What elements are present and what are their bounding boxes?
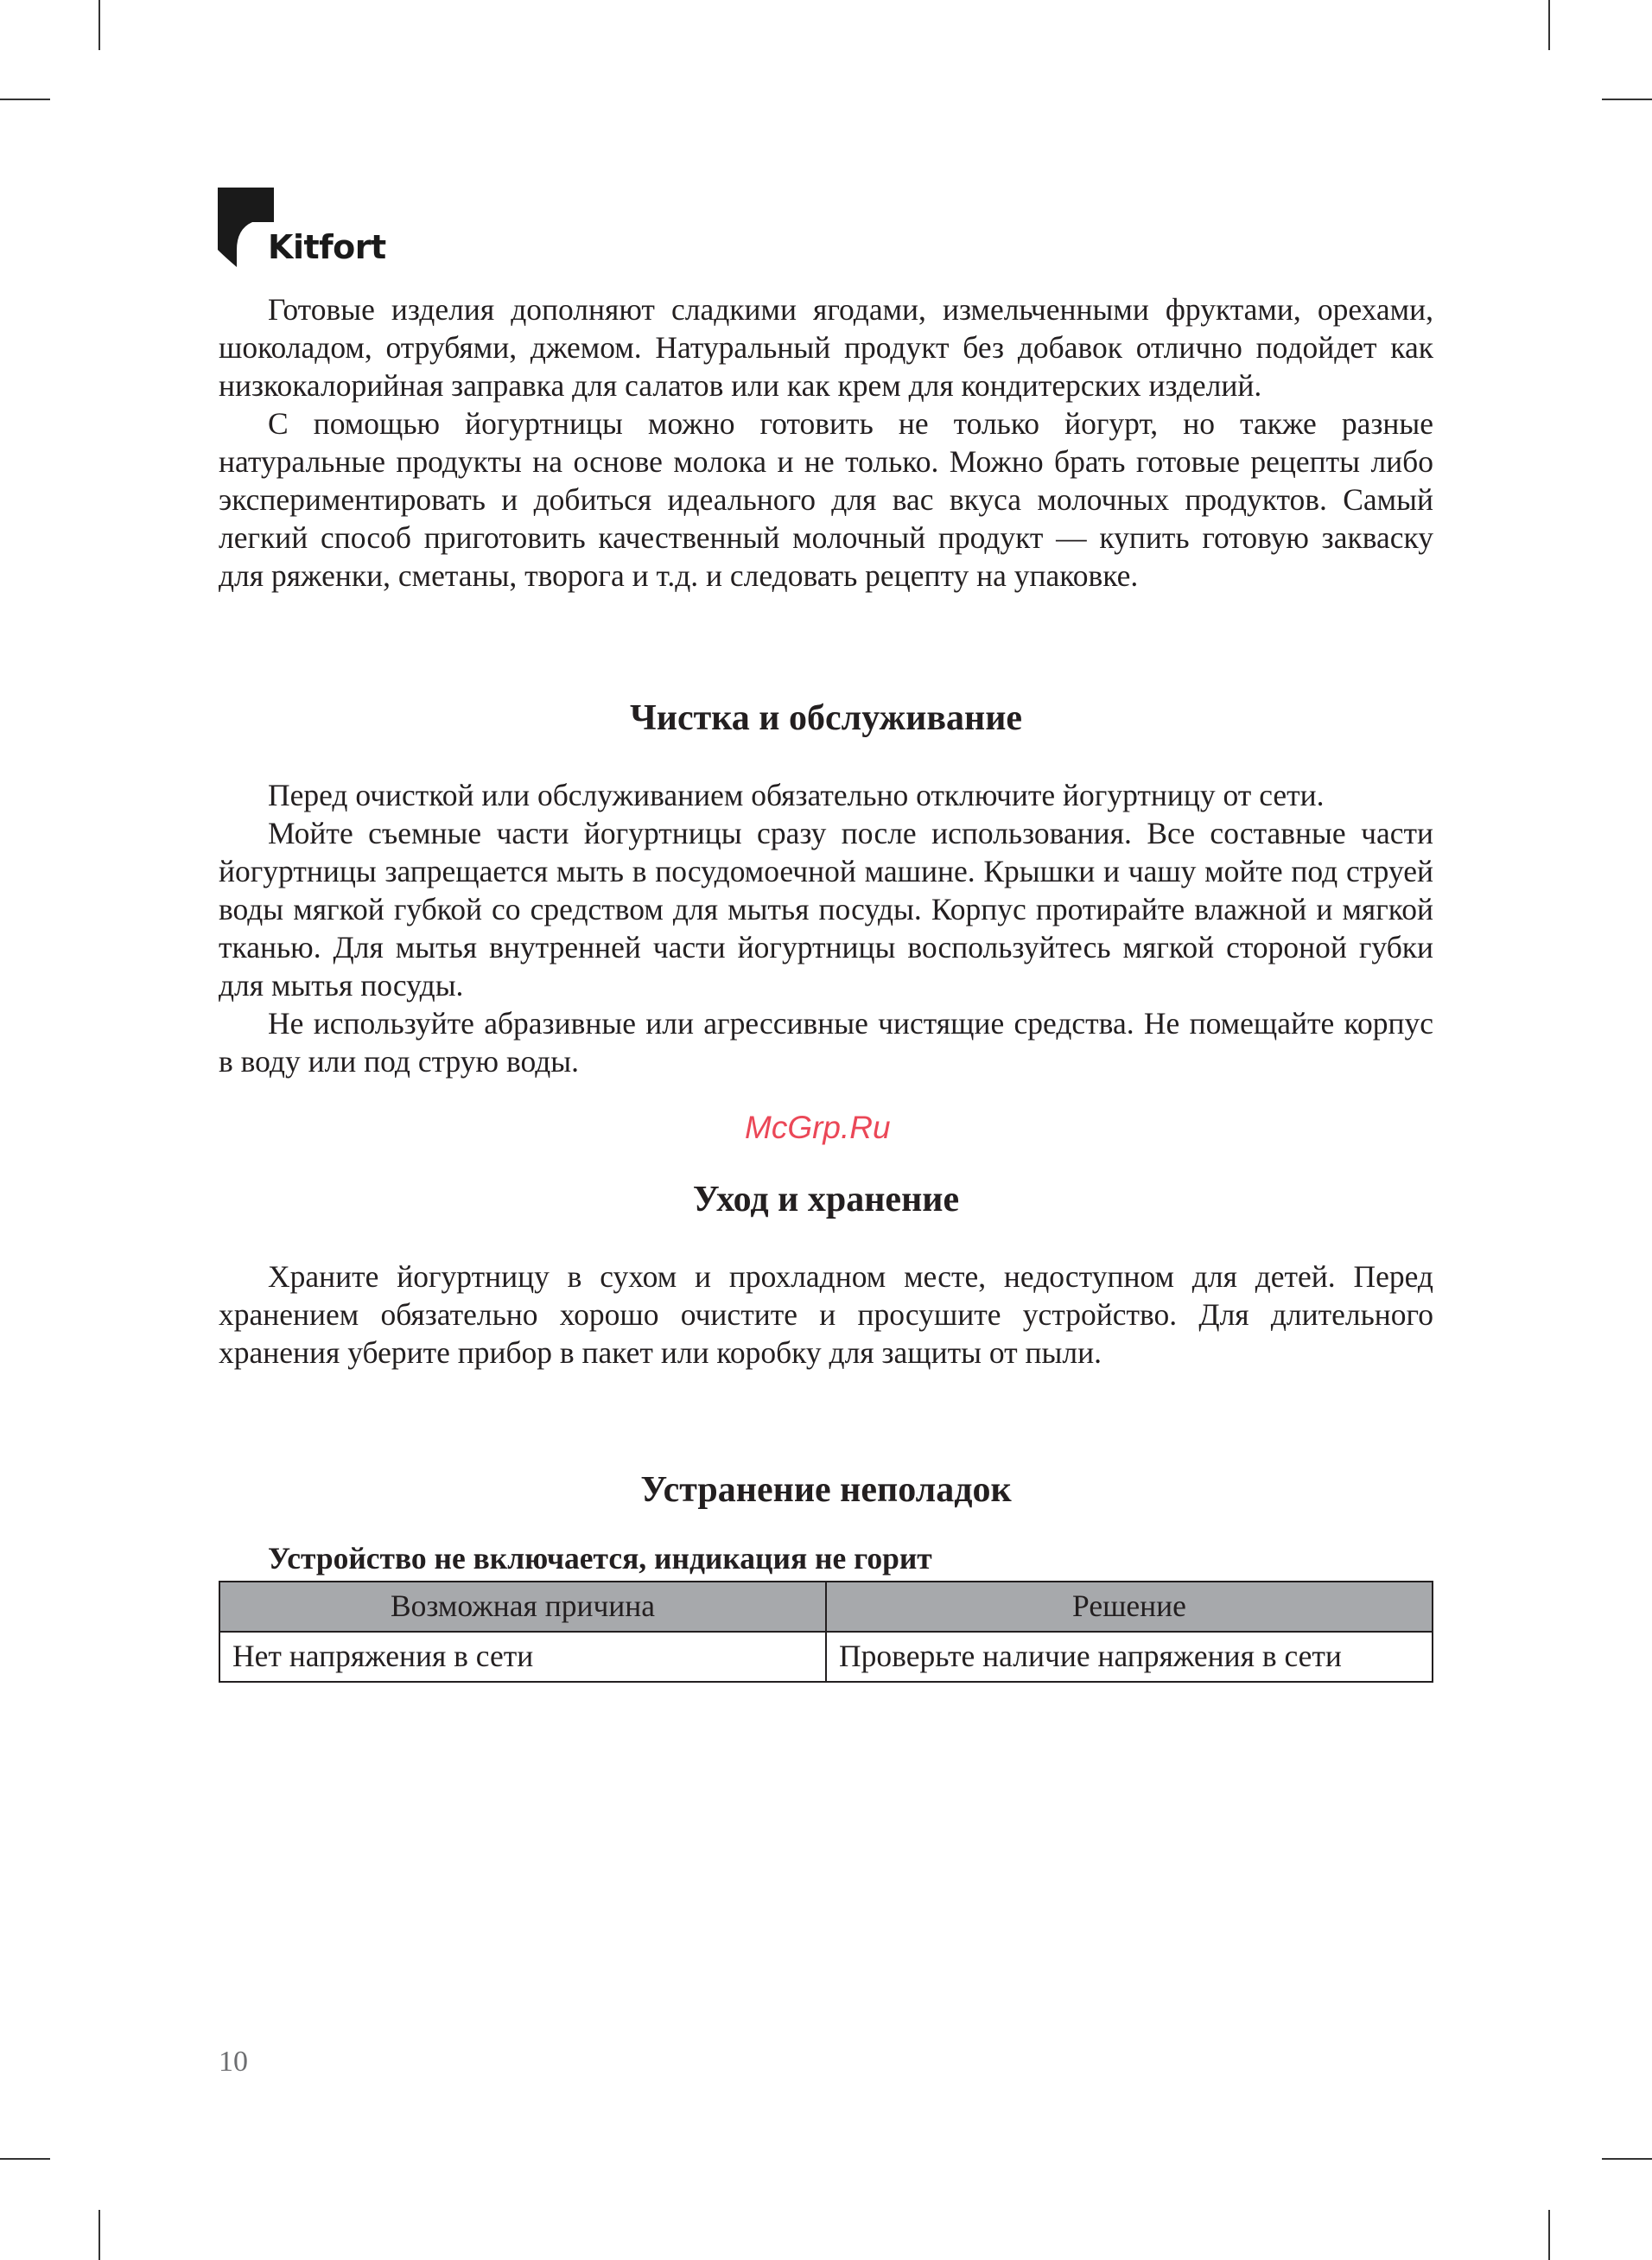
crop-mark [98, 0, 100, 50]
crop-mark [1548, 2210, 1550, 2260]
table-row [219, 1632, 1433, 1682]
cause-cell: Нет напряжения в сети [219, 1632, 826, 1682]
cleaning-paragraph: Мойте съемные части йогуртницы сразу после использования. Все составные части йогуртницы запрещается мыть в посудомоечной машине. Крышки и чашу мойте под струей воды мягкой губкой со средством для мытья посуды. Корпус протирайте влажной и мягкой тканью. Для мытья внутренней части йогуртницы воспользуйтесь мягкой стороной губки для мытья посуды. [219, 816, 1433, 1003]
crop-mark [1548, 0, 1550, 50]
storage-title: Уход и хранение [692, 1180, 960, 1219]
cleaning-body [219, 776, 1433, 1080]
crop-mark [0, 99, 50, 100]
troubleshooting-title: Устранение неполадок [640, 1470, 1012, 1510]
cleaning-paragraph: Не используйте абразивные или агрессивные чистящие средства. Не помещайте корпус в воду или под струю воды. [219, 1006, 1433, 1079]
crop-mark [1602, 2158, 1652, 2160]
troubleshooting-subtitle: Устройство не включается, индикация не горит [268, 1541, 932, 1576]
troubleshooting-table [219, 1581, 1433, 1683]
intro-paragraph: С помощью йогуртницы можно готовить не только йогурт, но также разные натуральные продукты на основе молока и не только. Можно брать готовые рецепты либо экспериментировать и добиться идеального для вас вкуса молочных продуктов. Самый легкий способ приготовить качественный молочный продукт — купить готовую закваску для ряженки, сметаны, творога и т.д. и следовать рецепту на упаковке. [219, 406, 1433, 593]
page-number: 10 [219, 2046, 248, 2078]
kitfort-logo [218, 188, 391, 274]
cleaning-paragraph: Перед очисткой или обслуживанием обязательно отключите йогуртницу от сети. [268, 778, 1325, 812]
brand-name: Kitfort [268, 228, 386, 266]
crop-mark [98, 2210, 100, 2260]
crop-mark [1602, 99, 1652, 100]
watermark: McGrp.Ru [745, 1110, 891, 1145]
table-header-row [219, 1582, 1433, 1632]
column-header-cause: Возможная причина [219, 1582, 826, 1632]
crop-mark [0, 2158, 50, 2160]
intro-paragraph: Готовые изделия дополняют сладкими ягодами, измельченными фруктами, орехами, шоколадом, отрубями, джемом. Натуральный продукт без добавок отлично подойдет как низкокалорийная заправка для салатов или как крем для кондитерских изделий. [219, 292, 1433, 403]
column-header-solution: Решение [826, 1582, 1433, 1632]
solution-cell: Проверьте наличие напряжения в сети [826, 1632, 1433, 1682]
cleaning-title: Чистка и обслуживание [629, 698, 1023, 738]
storage-body [219, 1257, 1433, 1372]
storage-paragraph: Храните йогуртницу в сухом и прохладном месте, недоступном для детей. Перед хранением обязательно хорошо очистите и просушите устройство. Для длительного хранения уберите прибор в пакет или коробку для защиты от пыли. [219, 1259, 1433, 1370]
page-content [219, 290, 1433, 1683]
